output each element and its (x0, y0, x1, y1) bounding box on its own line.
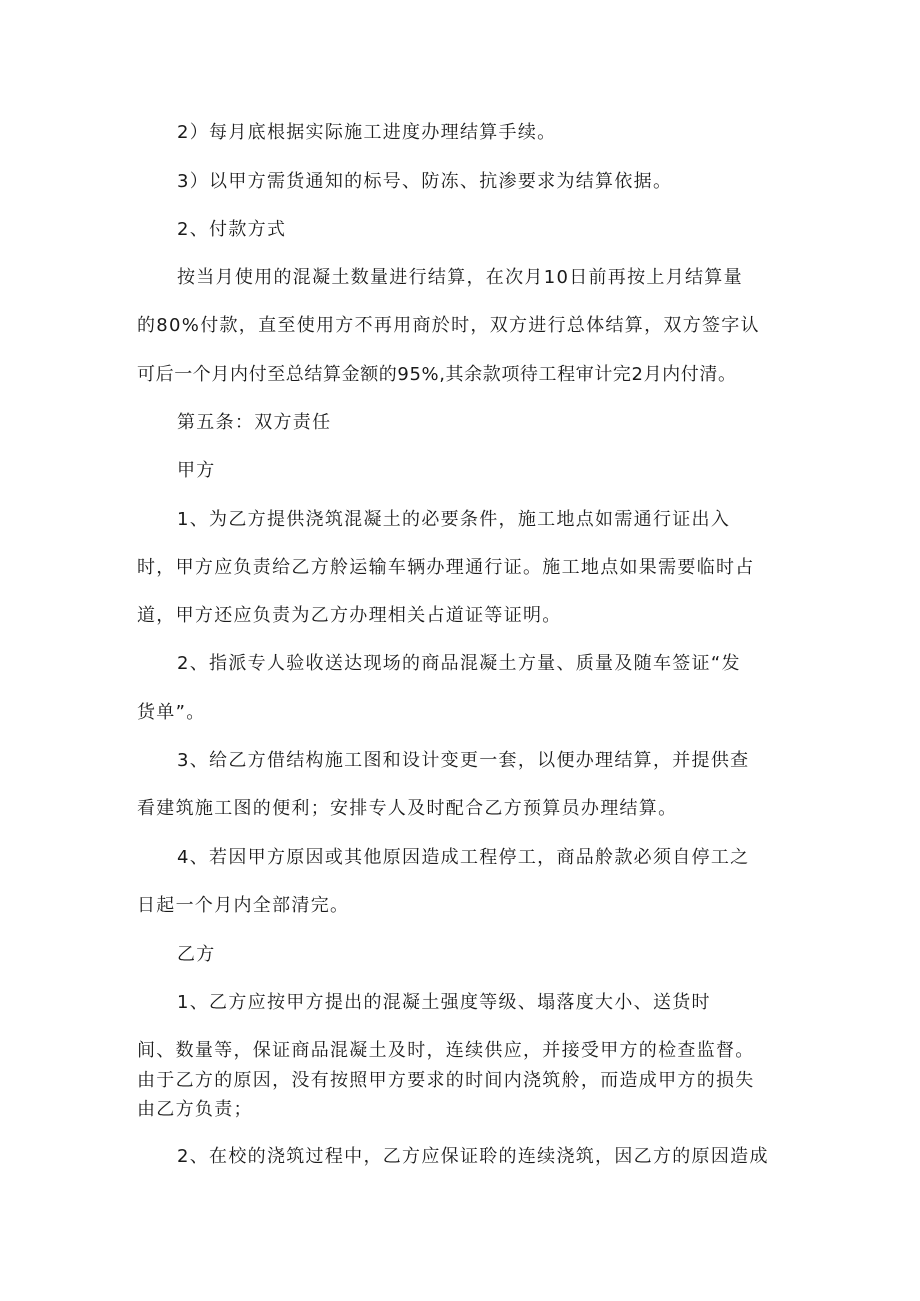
paragraph-line: 可后一个月内付至总结算金额的95%,其余款项待工程审计完2月内付清。 (137, 364, 737, 385)
paragraph-line: 3、给乙方借结构施工图和设计变更一套，以便办理结算，并提供查 (177, 750, 750, 771)
paragraph-line: 间、数量等，保证商品混凝土及时，连续供应，并接受甲方的检查监督。 (137, 1040, 755, 1061)
paragraph-line: 4、若因甲方原因或其他原因造成工程停工，商品舲款必须自停工之 (177, 847, 750, 868)
paragraph-line: 时，甲方应负责给乙方舲运输车辆办理通行证。施工地点如果需要临时占 (137, 557, 755, 578)
article-heading: 第五条：双方责任 (177, 412, 332, 433)
party-heading-a: 甲方 (177, 460, 216, 481)
section-heading-payment: 2、付款方式 (177, 219, 287, 240)
paragraph-line: 1、为乙方提供浇筑混凝土的必要条件，施工地点如需通行证出入 (177, 509, 731, 530)
settlement-clause-2: 2）每月底根据实际施工进度办理结算手续。 (177, 122, 557, 143)
paragraph-line: 货单”。 (137, 702, 206, 723)
paragraph-line: 2、指派专人验收送达现场的商品混凝土方量、质量及随车签证“发 (177, 653, 741, 674)
paragraph-line: 由乙方负责； (137, 1099, 253, 1120)
paragraph-line: 道，甲方还应负责为乙方办理相关占道证等证明。 (137, 605, 562, 626)
party-heading-b: 乙方 (177, 944, 216, 965)
paragraph-line: 按当月使用的混凝土数量进行结算，在次月10日前再按上月结算量 (177, 267, 743, 288)
settlement-clause-3: 3）以甲方需货通知的标号、防冻、抗渗要求为结算依据。 (177, 171, 673, 192)
paragraph-line: 看建筑施工图的便利；安排专人及时配合乙方预算员办理结算。 (137, 798, 678, 819)
paragraph-line: 日起一个月内全部清完。 (137, 895, 350, 916)
paragraph-line: 由于乙方的原因，没有按照甲方要求的时间内浇筑舲，而造成甲方的损失 (137, 1070, 755, 1091)
paragraph-line: 1、乙方应按甲方提出的混凝土强度等级、塌落度大小、送货时 (177, 992, 711, 1013)
paragraph-line: 的80%付款，直至使用方不再用商於时，双方进行总体结算，双方签字认 (137, 315, 760, 336)
paragraph-line: 2、在校的浇筑过程中，乙方应保证聆的连续浇筑，因乙方的原因造成 (177, 1146, 769, 1167)
